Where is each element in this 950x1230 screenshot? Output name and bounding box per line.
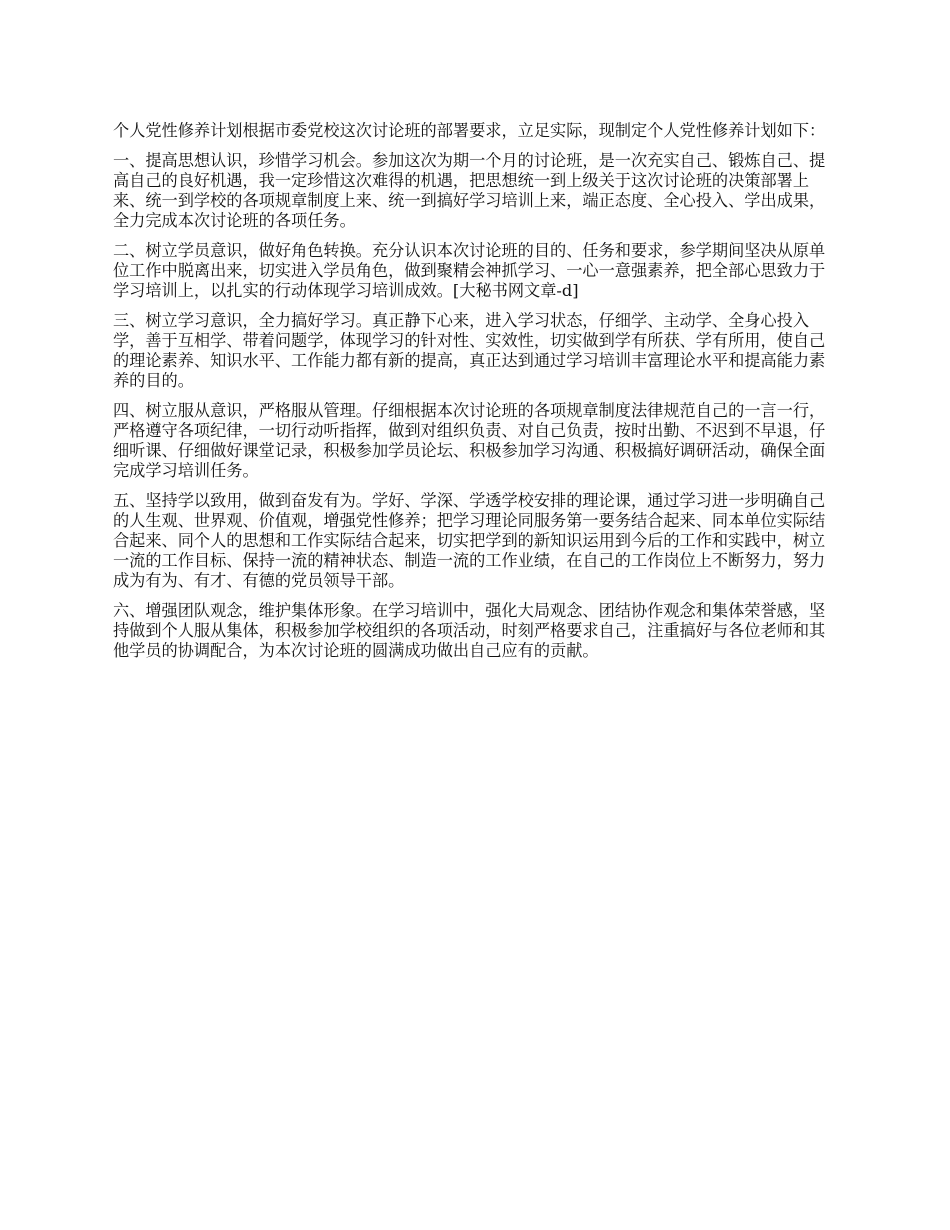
section-2-paragraph: 二、树立学员意识，做好角色转换。充分认识本次讨论班的目的、任务和要求，参学期间坚决从原单位工作中脱离出来，切实进入学员角色，做到聚精会神抓学习、一心一意强素养，把全部心思致力于学习培训上，以扎实的行动体现学习培训成效。[大秘书网文章-d] bbox=[113, 241, 826, 300]
section-5-paragraph: 五、坚持学以致用，做到奋发有为。学好、学深、学透学校安排的理论课，通过学习进一步明确自己的人生观、世界观、价值观，增强党性修养；把学习理论同服务第一要务结合起来、同本单位实际结合起来、同个人的思想和工作实际结合起来，切实把学到的新知识运用到今后的工作和实践中，树立一流的工作目标、保持一流的精神状态、制造一流的工作业绩，在自己的工作岗位上不断努力，努力成为有为、有才、有德的党员领导干部。 bbox=[113, 491, 826, 590]
document-body bbox=[113, 121, 840, 671]
section-1-paragraph: 一、提高思想认识，珍惜学习机会。参加这次为期一个月的讨论班，是一次充实自己、锻炼自己、提高自己的良好机遇，我一定珍惜这次难得的机遇，把思想统一到上级关于这次讨论班的决策部署上来、统一到学校的各项规章制度上来、统一到搞好学习培训上来，端正态度、全心投入、学出成果，全力完成本次讨论班的各项任务。 bbox=[113, 151, 826, 230]
intro-paragraph: 个人党性修养计划根据市委党校这次讨论班的部署要求，立足实际，现制定个人党性修养计划如下： bbox=[113, 121, 826, 140]
section-4-paragraph: 四、树立服从意识，严格服从管理。仔细根据本次讨论班的各项规章制度法律规范自己的一言一行，严格遵守各项纪律，一切行动听指挥，做到对组织负责、对自己负责，按时出勤、不迟到不早退，仔细听课、仔细做好课堂记录，积极参加学员论坛、积极参加学习沟通、积极搞好调研活动，确保全面完成学习培训任务。 bbox=[113, 401, 826, 480]
section-3-paragraph: 三、树立学习意识，全力搞好学习。真正静下心来，进入学习状态，仔细学、主动学、全身心投入学，善于互相学、带着问题学，体现学习的针对性、实效性，切实做到学有所获、学有所用，使自己的理论素养、知识水平、工作能力都有新的提高，真正达到通过学习培训丰富理论水平和提高能力素养的目的。 bbox=[113, 311, 826, 390]
section-6-paragraph: 六、增强团队观念，维护集体形象。在学习培训中，强化大局观念、团结协作观念和集体荣誉感，坚持做到个人服从集体，积极参加学校组织的各项活动，时刻严格要求自己，注重搞好与各位老师和其他学员的协调配合，为本次讨论班的圆满成功做出自己应有的贡献。 bbox=[113, 601, 826, 660]
